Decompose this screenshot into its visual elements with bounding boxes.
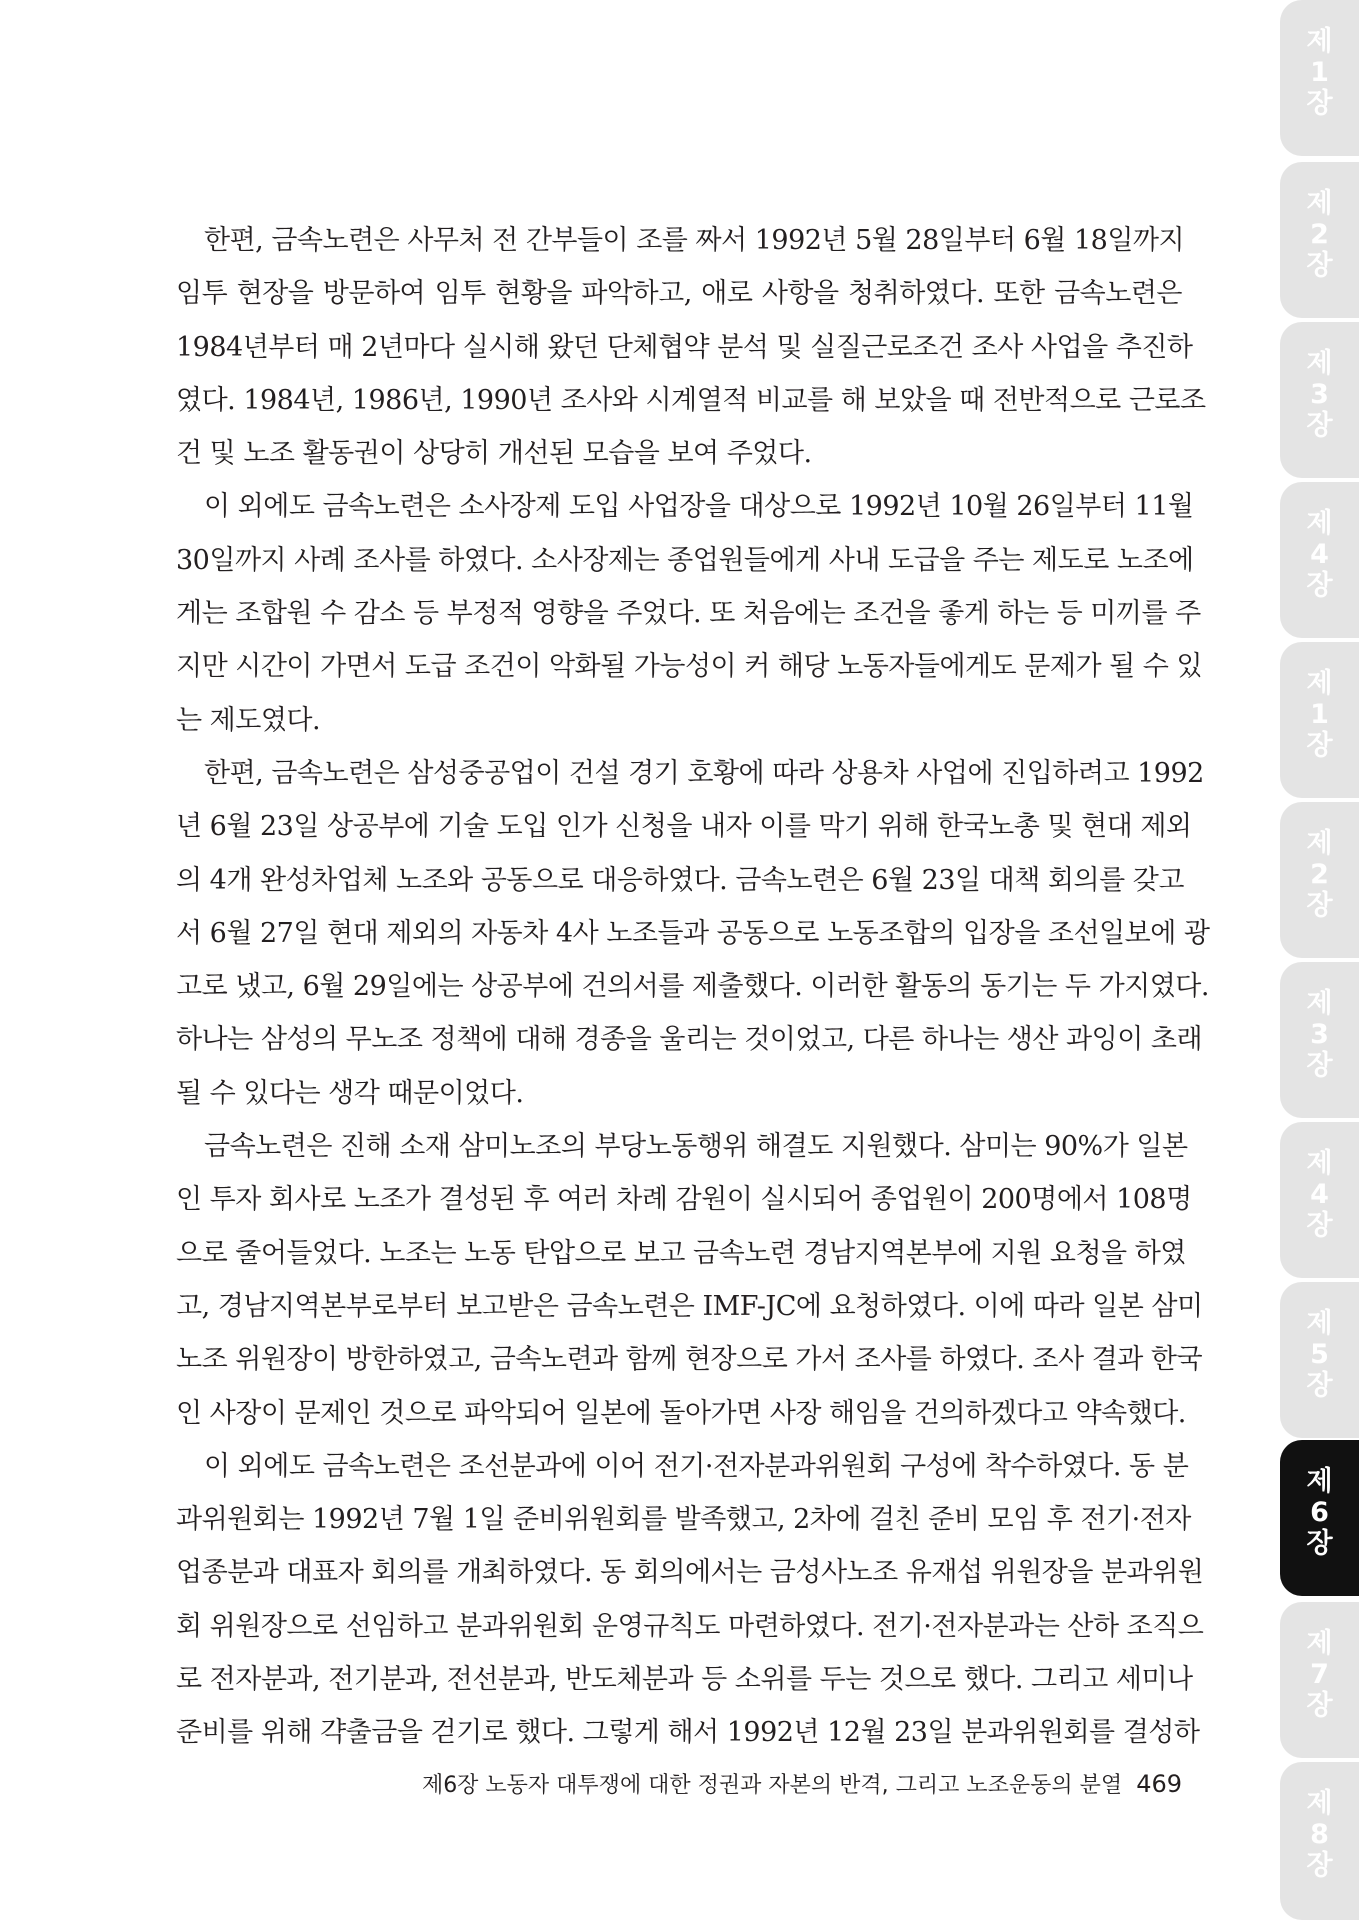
chapter-tab[interactable]: 제 1 장 <box>1280 642 1359 798</box>
page-number: 469 <box>1136 1770 1182 1798</box>
body-line: 하나는 삼성의 무노조 정책에 대해 경종을 울리는 것이었고, 다른 하나는 생산 과잉이 초래 <box>176 1024 1203 1056</box>
page-footer <box>400 1768 1182 1799</box>
body-line: 고로 냈고, 6월 29일에는 상공부에 건의서를 제출했다. 이러한 활동의 동기는 두 가지였다. <box>176 971 1209 1003</box>
body-line: 한편, 금속노련은 사무처 전 간부들이 조를 짜서 1992년 5월 28일부터 6월 18일까지 <box>204 225 1185 256</box>
body-line: 이 외에도 금속노련은 소사장제 도입 사업장을 대상으로 1992년 10월 26일부터 11월 <box>204 491 1194 523</box>
body-line: 는 제도였다. <box>176 704 321 736</box>
body-line: 인 투자 회사로 노조가 결성된 후 여러 차례 감원이 실시되어 종업원이 200명에서 108명 <box>176 1184 1192 1216</box>
body-line: 서 6월 27일 현대 제외의 자동차 4사 노조들과 공동으로 노동조합의 입장을 조선일보에 광 <box>176 917 1210 949</box>
body-line: 회 위원장으로 선임하고 분과위원회 운영규칙도 마련하였다. 전기·전자분과는 산하 조직으 <box>176 1610 1204 1642</box>
body-line: 게는 조합원 수 감소 등 부정적 영향을 주었다. 또 처음에는 조건을 좋게 하는 등 미끼를 주 <box>176 598 1201 630</box>
chapter-tab[interactable]: 제 3 장 <box>1280 962 1359 1118</box>
body-line: 년 6월 23일 상공부에 기술 도입 인가 신청을 내자 이를 막기 위해 한국노총 및 현대 제외 <box>176 811 1192 843</box>
body-line: 1984년부터 매 2년마다 실시해 왔던 단체협약 분석 및 실질근로조건 조사 사업을 추진하 <box>176 331 1193 363</box>
body-line: 금속노련은 진해 소재 삼미노조의 부당노동행위 해결도 지원했다. 삼미는 90%가 일본 <box>204 1131 1188 1163</box>
chapter-tab[interactable]: 제 2 장 <box>1280 802 1359 958</box>
chapter-tab[interactable]: 제 8 장 <box>1280 1762 1359 1920</box>
body-line: 준비를 위해 갹출금을 걷기로 했다. 그렇게 해서 1992년 12월 23일 분과위원회를 결성하 <box>176 1717 1200 1749</box>
chapter-tab[interactable]: 제 3 장 <box>1280 322 1359 478</box>
body-line: 노조 위원장이 방한하였고, 금속노련과 함께 현장으로 가서 조사를 하였다. 조사 결과 한국 <box>176 1344 1203 1376</box>
body-line: 였다. 1984년, 1986년, 1990년 조사와 시계열적 비교를 해 보았을 때 전반적으로 근로조 <box>176 384 1206 416</box>
body-line: 으로 줄어들었다. 노조는 노동 탄압으로 보고 금속노련 경남지역본부에 지원 요청을 하였 <box>176 1237 1186 1269</box>
body-line: 30일까지 사례 조사를 하였다. 소사장제는 종업원들에게 사내 도급을 주는 제도로 노조에 <box>176 544 1194 576</box>
running-title: 제6장 노동자 대투쟁에 대한 정권과 자본의 반격, 그리고 노조운동의 분열 <box>421 1773 1123 1798</box>
body-line: 이 외에도 금속노련은 조선분과에 이어 전기·전자분과위원회 구성에 착수하였다. 동 분 <box>204 1450 1189 1482</box>
body-line: 로 전자분과, 전기분과, 전선분과, 반도체분과 등 소위를 두는 것으로 했다. 그리고 세미나 <box>176 1664 1193 1696</box>
chapter-tab[interactable]: 제 7 장 <box>1280 1602 1359 1758</box>
chapter-tab-active[interactable]: 제 6 장 <box>1280 1440 1359 1596</box>
chapter-tabs <box>1280 0 1359 1920</box>
body-line: 의 4개 완성차업체 노조와 공동으로 대응하였다. 금속노련은 6월 23일 대책 회의를 갖고 <box>176 864 1184 896</box>
body-line: 과위원회는 1992년 7월 1일 준비위원회를 발족했고, 2차에 걸친 준비 모임 후 전기·전자 <box>176 1504 1191 1536</box>
body-line: 될 수 있다는 생각 때문이었다. <box>176 1077 524 1109</box>
body-line: 임투 현장을 방문하여 임투 현황을 파악하고, 애로 사항을 청취하였다. 또한 금속노련은 <box>176 278 1182 310</box>
body-line: 업종분과 대표자 회의를 개최하였다. 동 회의에서는 금성사노조 유재섭 위원장을 분과위원 <box>176 1557 1204 1589</box>
body-line: 건 및 노조 활동권이 상당히 개선된 모습을 보여 주었다. <box>176 438 812 470</box>
body-line: 고, 경남지역본부로부터 보고받은 금속노련은 IMF-JC에 요청하였다. 이에 따라 일본 삼미 <box>176 1290 1203 1322</box>
chapter-tab[interactable]: 제 1 장 <box>1280 0 1359 156</box>
chapter-tab[interactable]: 제 5 장 <box>1280 1282 1359 1438</box>
body-line: 한편, 금속노련은 삼성중공업이 건설 경기 호황에 따라 상용차 사업에 진입하려고 1992 <box>204 757 1204 789</box>
body-line: 인 사장이 문제인 것으로 파악되어 일본에 돌아가면 사장 해임을 건의하겠다고 약속했다. <box>176 1397 1186 1429</box>
chapter-tab[interactable]: 제 4 장 <box>1280 1122 1359 1278</box>
chapter-tab[interactable]: 제 4 장 <box>1280 482 1359 638</box>
body-text <box>176 214 1210 1760</box>
body-line: 지만 시간이 가면서 도급 조건이 악화될 가능성이 커 해당 노동자들에게도 문제가 될 수 있 <box>176 651 1203 683</box>
chapter-tab[interactable]: 제 2 장 <box>1280 162 1359 318</box>
